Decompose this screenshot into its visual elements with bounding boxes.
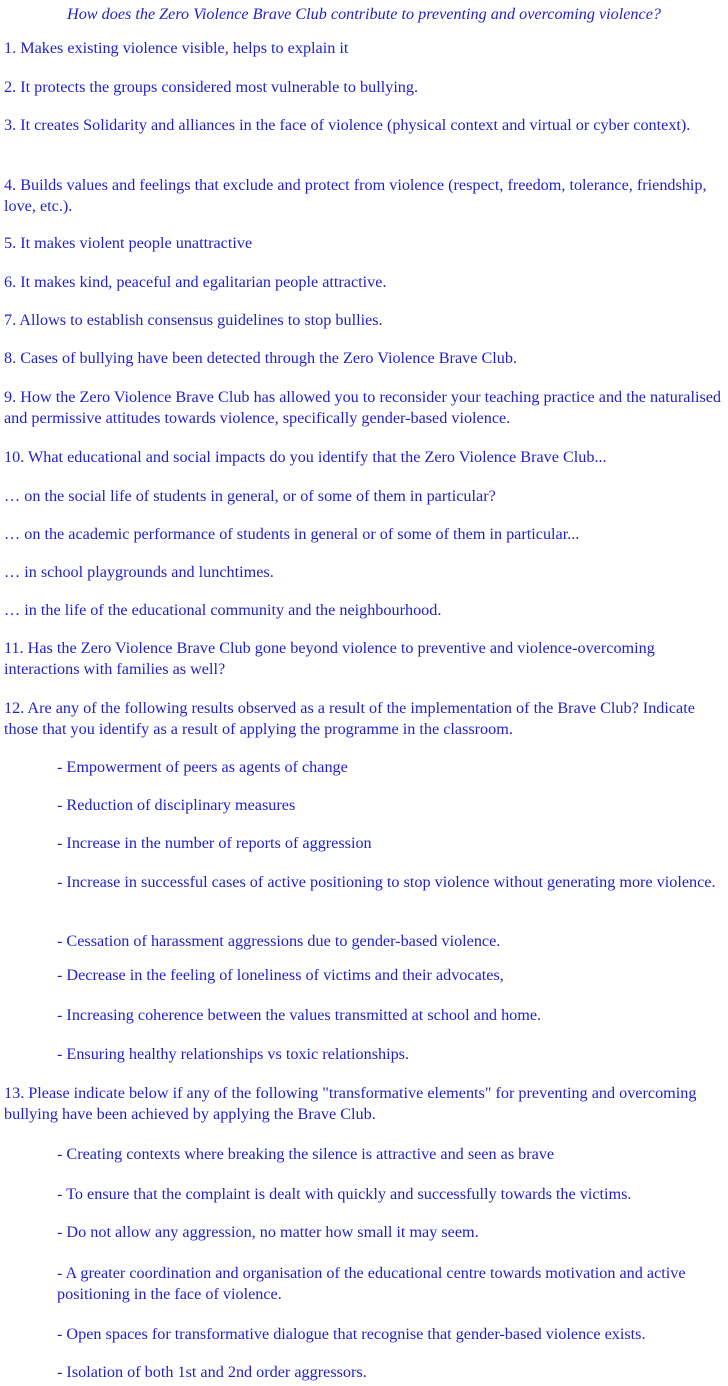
- question-13: 13. Please indicate below if any of the following "transformative elements" for preventing and overcoming bullying have been achieved by applying the Brave Club.: [4, 1084, 697, 1123]
- result-item: - Empowerment of peers as agents of change: [57, 758, 348, 776]
- result-item: - Increase in the number of reports of aggression: [57, 834, 372, 852]
- result-item: - Ensuring healthy relationships vs toxic relationships.: [57, 1045, 410, 1063]
- question-2: 2. It protects the groups considered most vulnerable to bullying.: [4, 78, 419, 96]
- element-item: - A greater coordination and organisation of the educational centre towards motivation and active positioning in the face of violence.: [57, 1264, 686, 1303]
- question-5: 5. It makes violent people unattractive: [4, 234, 253, 252]
- question-10-sub-2: … on the academic performance of students in general or of some of them in particular...: [4, 525, 580, 543]
- question-12: 12. Are any of the following results observed as a result of the implementation of the Brave Club? Indicate those that you identify as a result of applying the programme in the classroom.: [4, 699, 695, 738]
- question-7: 7. Allows to establish consensus guidelines to stop bullies.: [4, 311, 383, 329]
- result-item: - Increasing coherence between the values transmitted at school and home.: [57, 1006, 542, 1024]
- question-10: 10. What educational and social impacts do you identify that the Zero Violence Brave Club...: [4, 448, 607, 466]
- question-4: 4. Builds values and feelings that exclude and protect from violence (respect, freedom, tolerance, friendship, love, etc.).: [4, 176, 707, 215]
- result-item: - Cessation of harassment aggressions due to gender-based violence.: [57, 932, 501, 950]
- question-10-sub-1: … on the social life of students in general, or of some of them in particular?: [4, 487, 496, 505]
- element-item: - Isolation of both 1st and 2nd order aggressors.: [57, 1363, 367, 1381]
- question-8: 8. Cases of bullying have been detected through the Zero Violence Brave Club.: [4, 349, 517, 367]
- question-10-sub-4: … in the life of the educational community and the neighbourhood.: [4, 601, 442, 619]
- question-3: 3. It creates Solidarity and alliances in the face of violence (physical context and virtual or cyber context).: [4, 116, 691, 134]
- question-1: 1. Makes existing violence visible, helps to explain it: [4, 39, 349, 57]
- element-item: - Do not allow any aggression, no matter how small it may seem.: [57, 1223, 479, 1241]
- element-item: - Open spaces for transformative dialogue that recognise that gender-based violence exists.: [57, 1325, 646, 1343]
- element-item: - To ensure that the complaint is dealt with quickly and successfully towards the victims.: [57, 1185, 632, 1203]
- element-item: - Creating contexts where breaking the silence is attractive and seen as brave: [57, 1145, 555, 1163]
- result-item: - Decrease in the feeling of loneliness of victims and their advocates,: [57, 966, 504, 984]
- question-9: 9. How the Zero Violence Brave Club has allowed you to reconsider your teaching practice and the naturalised and permissive attitudes towards violence, specifically gender-based violence.: [4, 388, 722, 427]
- question-11: 11. Has the Zero Violence Brave Club gone beyond violence to preventive and violence-overcoming interactions with families as well?: [4, 639, 655, 678]
- question-10-sub-3: … in school playgrounds and lunchtimes.: [4, 563, 274, 581]
- question-6: 6. It makes kind, peaceful and egalitarian people attractive.: [4, 273, 387, 291]
- result-item: - Reduction of disciplinary measures: [57, 796, 296, 814]
- result-item: - Increase in successful cases of active positioning to stop violence without generating more violence.: [57, 873, 716, 891]
- questionnaire-title: How does the Zero Violence Brave Club contribute to preventing and overcoming violence?: [67, 5, 661, 23]
